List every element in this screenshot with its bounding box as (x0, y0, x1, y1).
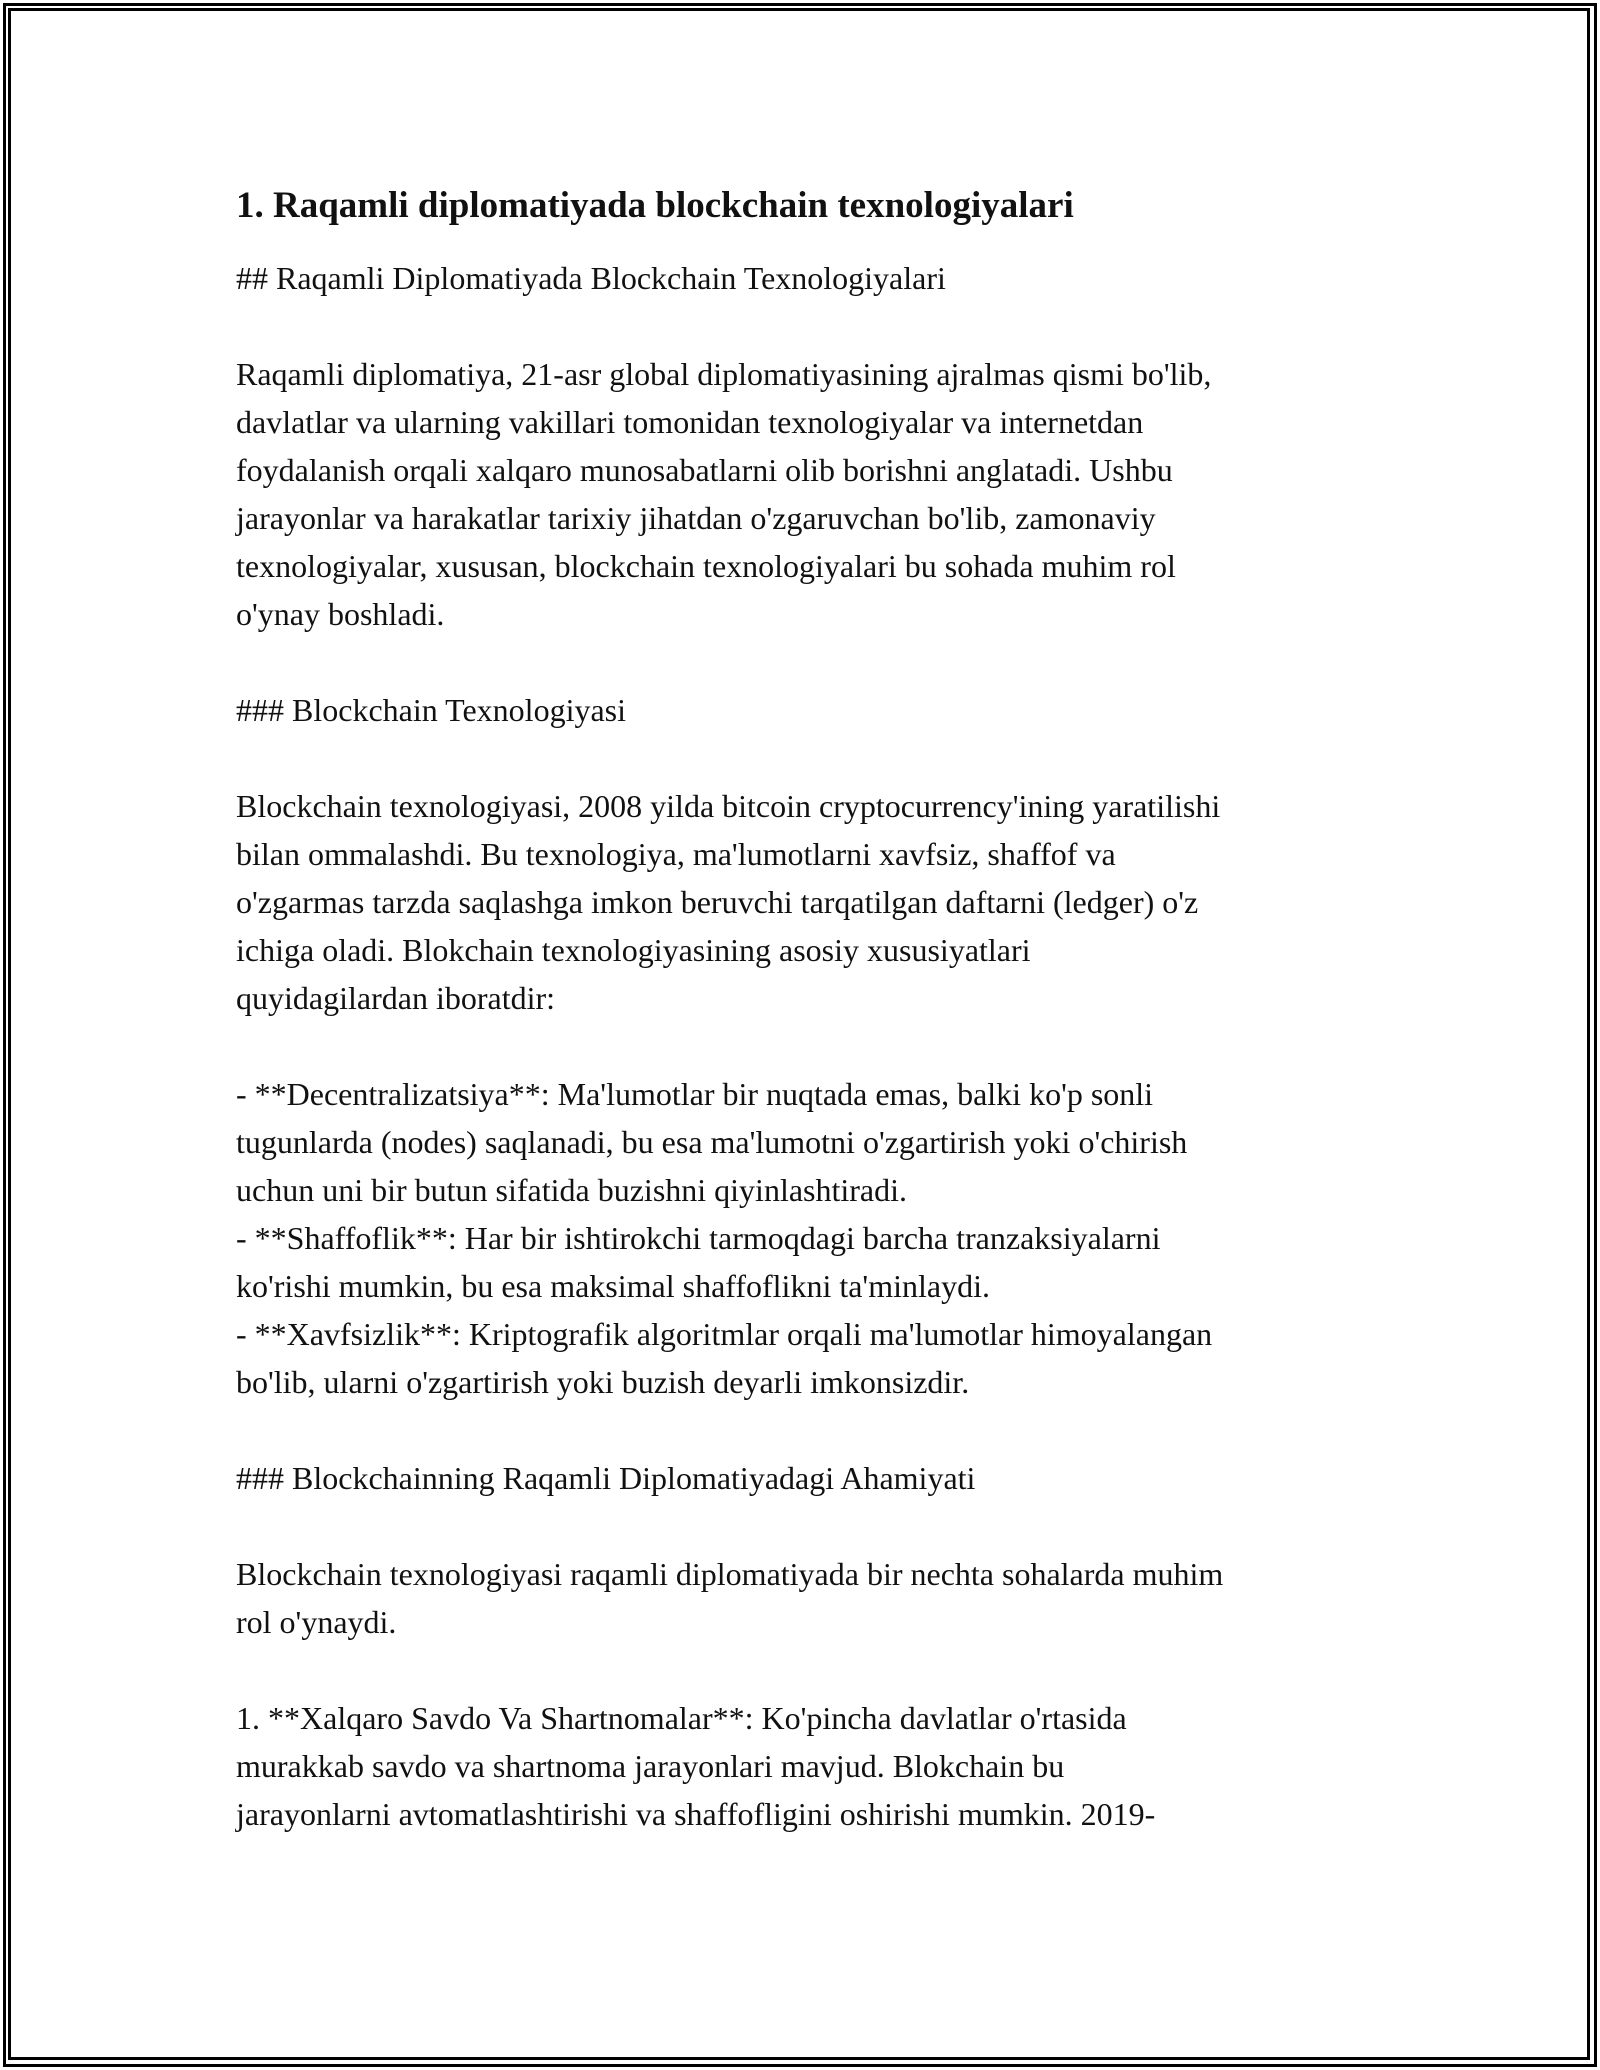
text-line: uchun uni bir butun sifatida buzishni qiyinlashtiradi. (236, 1172, 908, 1208)
paragraph (236, 254, 1376, 302)
paragraph-gap (236, 734, 1376, 782)
text-line: ### Blockchain Texnologiyasi (236, 692, 626, 728)
text-line: ## Raqamli Diplomatiyada Blockchain Texnologiyalari (236, 260, 946, 296)
text-line: Raqamli diplomatiya, 21-asr global diplomatiyasining ajralmas qismi bo'lib, (236, 356, 1212, 392)
text-line: o'zgarmas tarzda saqlashga imkon beruvchi tarqatilgan daftarni (ledger) o'z (236, 884, 1199, 920)
text-line: 1. **Xalqaro Savdo Va Shartnomalar**: Ko'pincha davlatlar o'rtasida (236, 1700, 1127, 1736)
paragraph-gap (236, 1022, 1376, 1070)
document-title: 1. Raqamli diplomatiyada blockchain texnologiyalari (236, 185, 1074, 226)
text-line: murakkab savdo va shartnoma jarayonlari mavjud. Blokchain bu (236, 1748, 1065, 1784)
text-line: davlatlar va ularning vakillari tomonidan texnologiyalar va internetdan (236, 404, 1144, 440)
paragraph (236, 1454, 1376, 1502)
text-line: ichiga oladi. Blokchain texnologiyasining asosiy xususiyatlari (236, 932, 1031, 968)
text-line: Blockchain texnologiyasi raqamli diplomatiyada bir nechta sohalarda muhim (236, 1556, 1224, 1592)
text-line: ko'rishi mumkin, bu esa maksimal shaffoflikni ta'minlaydi. (236, 1268, 990, 1304)
text-line: texnologiyalar, xususan, blockchain texnologiyalari bu sohada muhim rol (236, 548, 1176, 584)
paragraph (236, 350, 1376, 638)
paragraph (236, 1070, 1376, 1406)
text-line: foydalanish orqali xalqaro munosabatlarni olib borishni anglatadi. Ushbu (236, 452, 1173, 488)
text-line: bo'lib, ularni o'zgartirish yoki buzish deyarli imkonsizdir. (236, 1364, 970, 1400)
text-line: bilan ommalashdi. Bu texnologiya, ma'lumotlarni xavfsiz, shaffof va (236, 836, 1116, 872)
text-line: - **Xavfsizlik**: Kriptografik algoritmlar orqali ma'lumotlar himoyalangan (236, 1316, 1213, 1352)
paragraph-gap (236, 302, 1376, 350)
paragraph (236, 1694, 1376, 1838)
document-body (236, 182, 1376, 1838)
text-line: jarayonlar va harakatlar tarixiy jihatdan o'zgaruvchan bo'lib, zamonaviy (236, 500, 1156, 536)
paragraph (236, 686, 1376, 734)
text-line: - **Decentralizatsiya**: Ma'lumotlar bir nuqtada emas, balki ko'p sonli (236, 1076, 1154, 1112)
text-line: jarayonlarni avtomatlashtirishi va shaffofligini oshirishi mumkin. 2019- (236, 1796, 1156, 1832)
paragraph-gap (236, 1646, 1376, 1694)
paragraph-gap (236, 1406, 1376, 1454)
text-line: Blockchain texnologiyasi, 2008 yilda bitcoin cryptocurrency'ining yaratilishi (236, 788, 1221, 824)
paragraph (236, 782, 1376, 1022)
paragraph-gap (236, 638, 1376, 686)
paragraph (236, 1550, 1376, 1646)
document-text (236, 254, 1376, 1838)
text-line: rol o'ynaydi. (236, 1604, 397, 1640)
text-line: tugunlarda (nodes) saqlanadi, bu esa ma'lumotni o'zgartirish yoki o'chirish (236, 1124, 1188, 1160)
text-line: quyidagilardan iboratdir: (236, 980, 556, 1016)
text-line: - **Shaffoflik**: Har bir ishtirokchi tarmoqdagi barcha tranzaksiyalarni (236, 1220, 1161, 1256)
paragraph-gap (236, 1502, 1376, 1550)
text-line: o'ynay boshladi. (236, 596, 445, 632)
text-line: ### Blockchainning Raqamli Diplomatiyadagi Ahamiyati (236, 1460, 976, 1496)
